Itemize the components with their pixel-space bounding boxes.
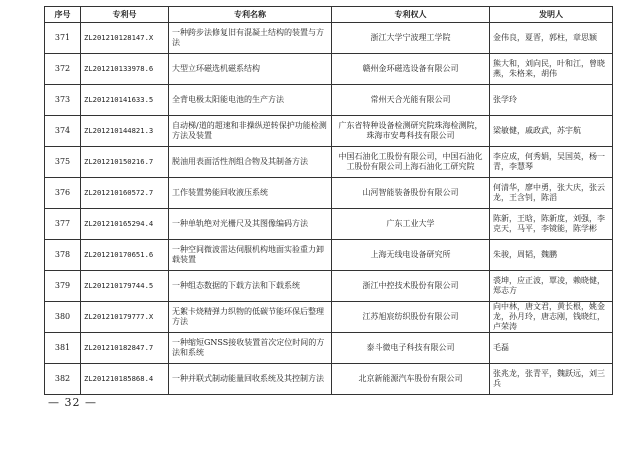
- cell-inventor: 裘坤，应正波，覃凌，赖晓健，郑志方: [490, 271, 613, 302]
- cell-seq: 373: [45, 85, 81, 116]
- cell-inventor: 朱骏，周韬，魏鹏: [490, 240, 613, 271]
- page-number: — 32 —: [48, 396, 97, 409]
- cell-patent-number: ZL201210185868.4: [81, 364, 169, 395]
- cell-patent-number: ZL201210141633.5: [81, 85, 169, 116]
- cell-patent-holder: 浙江中控技术股份有限公司: [332, 271, 490, 302]
- cell-patent-holder: 常州天合光能有限公司: [332, 85, 490, 116]
- cell-patent-holder: 浙江大学宁波理工学院: [332, 23, 490, 54]
- cell-seq: 377: [45, 209, 81, 240]
- table-row: [45, 116, 613, 147]
- cell-patent-number: ZL201210170651.6: [81, 240, 169, 271]
- table-row: [45, 147, 613, 178]
- table-row: [45, 209, 613, 240]
- cell-patent-number: ZL201210179777.X: [81, 302, 169, 333]
- cell-patent-name: 工作装置势能回收液压系统: [169, 178, 332, 209]
- header-holder: 专利权人: [332, 7, 490, 23]
- cell-patent-holder: 广东工业大学: [332, 209, 490, 240]
- cell-patent-name: 大型立环磁选机磁系结构: [169, 54, 332, 85]
- cell-inventor: 何清华，廖中勇，张大庆，张云龙，王含钊，陈滔: [490, 178, 613, 209]
- cell-patent-name: 全背电极太阳能电池的生产方法: [169, 85, 332, 116]
- cell-inventor: 张学玲: [490, 85, 613, 116]
- table-row: [45, 271, 613, 302]
- cell-patent-number: ZL201210182847.7: [81, 333, 169, 364]
- cell-seq: 380: [45, 302, 81, 333]
- cell-inventor: 金伟良，夏晋，郭柱，章思颖: [490, 23, 613, 54]
- cell-patent-number: ZL201210144821.3: [81, 116, 169, 147]
- cell-inventor: 熊大和，刘向民，叶和江，曾晓燕，朱格来，胡伟: [490, 54, 613, 85]
- header-inventor: 发明人: [490, 7, 613, 23]
- cell-patent-holder: 上海无线电设备研究所: [332, 240, 490, 271]
- table-row: [45, 85, 613, 116]
- cell-patent-name: 一种跨步法修复旧有混凝土结构的装置与方法: [169, 23, 332, 54]
- cell-patent-number: ZL201210179744.5: [81, 271, 169, 302]
- table-row: [45, 240, 613, 271]
- cell-inventor: 毛磊: [490, 333, 613, 364]
- cell-seq: 382: [45, 364, 81, 395]
- cell-seq: 381: [45, 333, 81, 364]
- cell-patent-number: ZL201210150216.7: [81, 147, 169, 178]
- cell-seq: 372: [45, 54, 81, 85]
- cell-patent-holder: 赣州金环磁选设备有限公司: [332, 54, 490, 85]
- cell-inventor: 梁敏健，戚政武，苏宇航: [490, 116, 613, 147]
- header-number: 专利号: [81, 7, 169, 23]
- table-row: [45, 364, 613, 395]
- cell-seq: 375: [45, 147, 81, 178]
- cell-seq: 376: [45, 178, 81, 209]
- cell-patent-name: 一种空间微波雷达伺服机构地面实验重力卸载装置: [169, 240, 332, 271]
- cell-patent-name: 一种单轨绝对光栅尺及其图像编码方法: [169, 209, 332, 240]
- cell-seq: 371: [45, 23, 81, 54]
- cell-patent-holder: 泰斗微电子科技有限公司: [332, 333, 490, 364]
- cell-inventor: 陈新，王晗，陈新度，刘强，李克天，马平，李镜能，陈学彬: [490, 209, 613, 240]
- cell-patent-number: ZL201210128147.X: [81, 23, 169, 54]
- table-row: [45, 333, 613, 364]
- cell-patent-name: 一种组态数据的下载方法和下载系统: [169, 271, 332, 302]
- cell-patent-name: 脱油用表面活性剂组合物及其制备方法: [169, 147, 332, 178]
- header-name: 专利名称: [169, 7, 332, 23]
- table-row: [45, 302, 613, 333]
- table-row: [45, 23, 613, 54]
- cell-seq: 378: [45, 240, 81, 271]
- table-row: [45, 178, 613, 209]
- cell-patent-number: ZL201210160572.7: [81, 178, 169, 209]
- cell-seq: 374: [45, 116, 81, 147]
- patent-table: [44, 6, 613, 395]
- cell-inventor: 李应成，何秀娟，吴国英，杨一青，李慧琴: [490, 147, 613, 178]
- table-header-row: [45, 7, 613, 23]
- cell-patent-holder: 江苏旭宸纺织股份有限公司: [332, 302, 490, 333]
- cell-patent-holder: 北京新能源汽车股份有限公司: [332, 364, 490, 395]
- cell-inventor: 向中林，唐文君，黄长根，姚金龙，孙月玲，唐志刚，钱晓红，卢荣涛: [490, 302, 613, 333]
- cell-patent-name: 无絮卡烧精弹力织物的低碳节能环保后整理方法: [169, 302, 332, 333]
- cell-patent-name: 自动梯/道的超速和非操纵逆转保护功能检测方法及装置: [169, 116, 332, 147]
- header-seq: 序号: [45, 7, 81, 23]
- cell-patent-holder: 山河智能装备股份有限公司: [332, 178, 490, 209]
- cell-patent-name: 一种并联式制动能量回收系统及其控制方法: [169, 364, 332, 395]
- cell-inventor: 张兆龙，张青平，魏跃远，刘三兵: [490, 364, 613, 395]
- cell-patent-holder: 广东省特种设备检测研究院珠海检测院，珠海市安粤科技有限公司: [332, 116, 490, 147]
- cell-patent-number: ZL201210133978.6: [81, 54, 169, 85]
- cell-seq: 379: [45, 271, 81, 302]
- table-row: [45, 54, 613, 85]
- cell-patent-name: 一种缩短GNSS接收装置首次定位时间的方法和系统: [169, 333, 332, 364]
- cell-patent-number: ZL201210165294.4: [81, 209, 169, 240]
- cell-patent-holder: 中国石油化工股份有限公司，中国石油化工股份有限公司上海石油化工研究院: [332, 147, 490, 178]
